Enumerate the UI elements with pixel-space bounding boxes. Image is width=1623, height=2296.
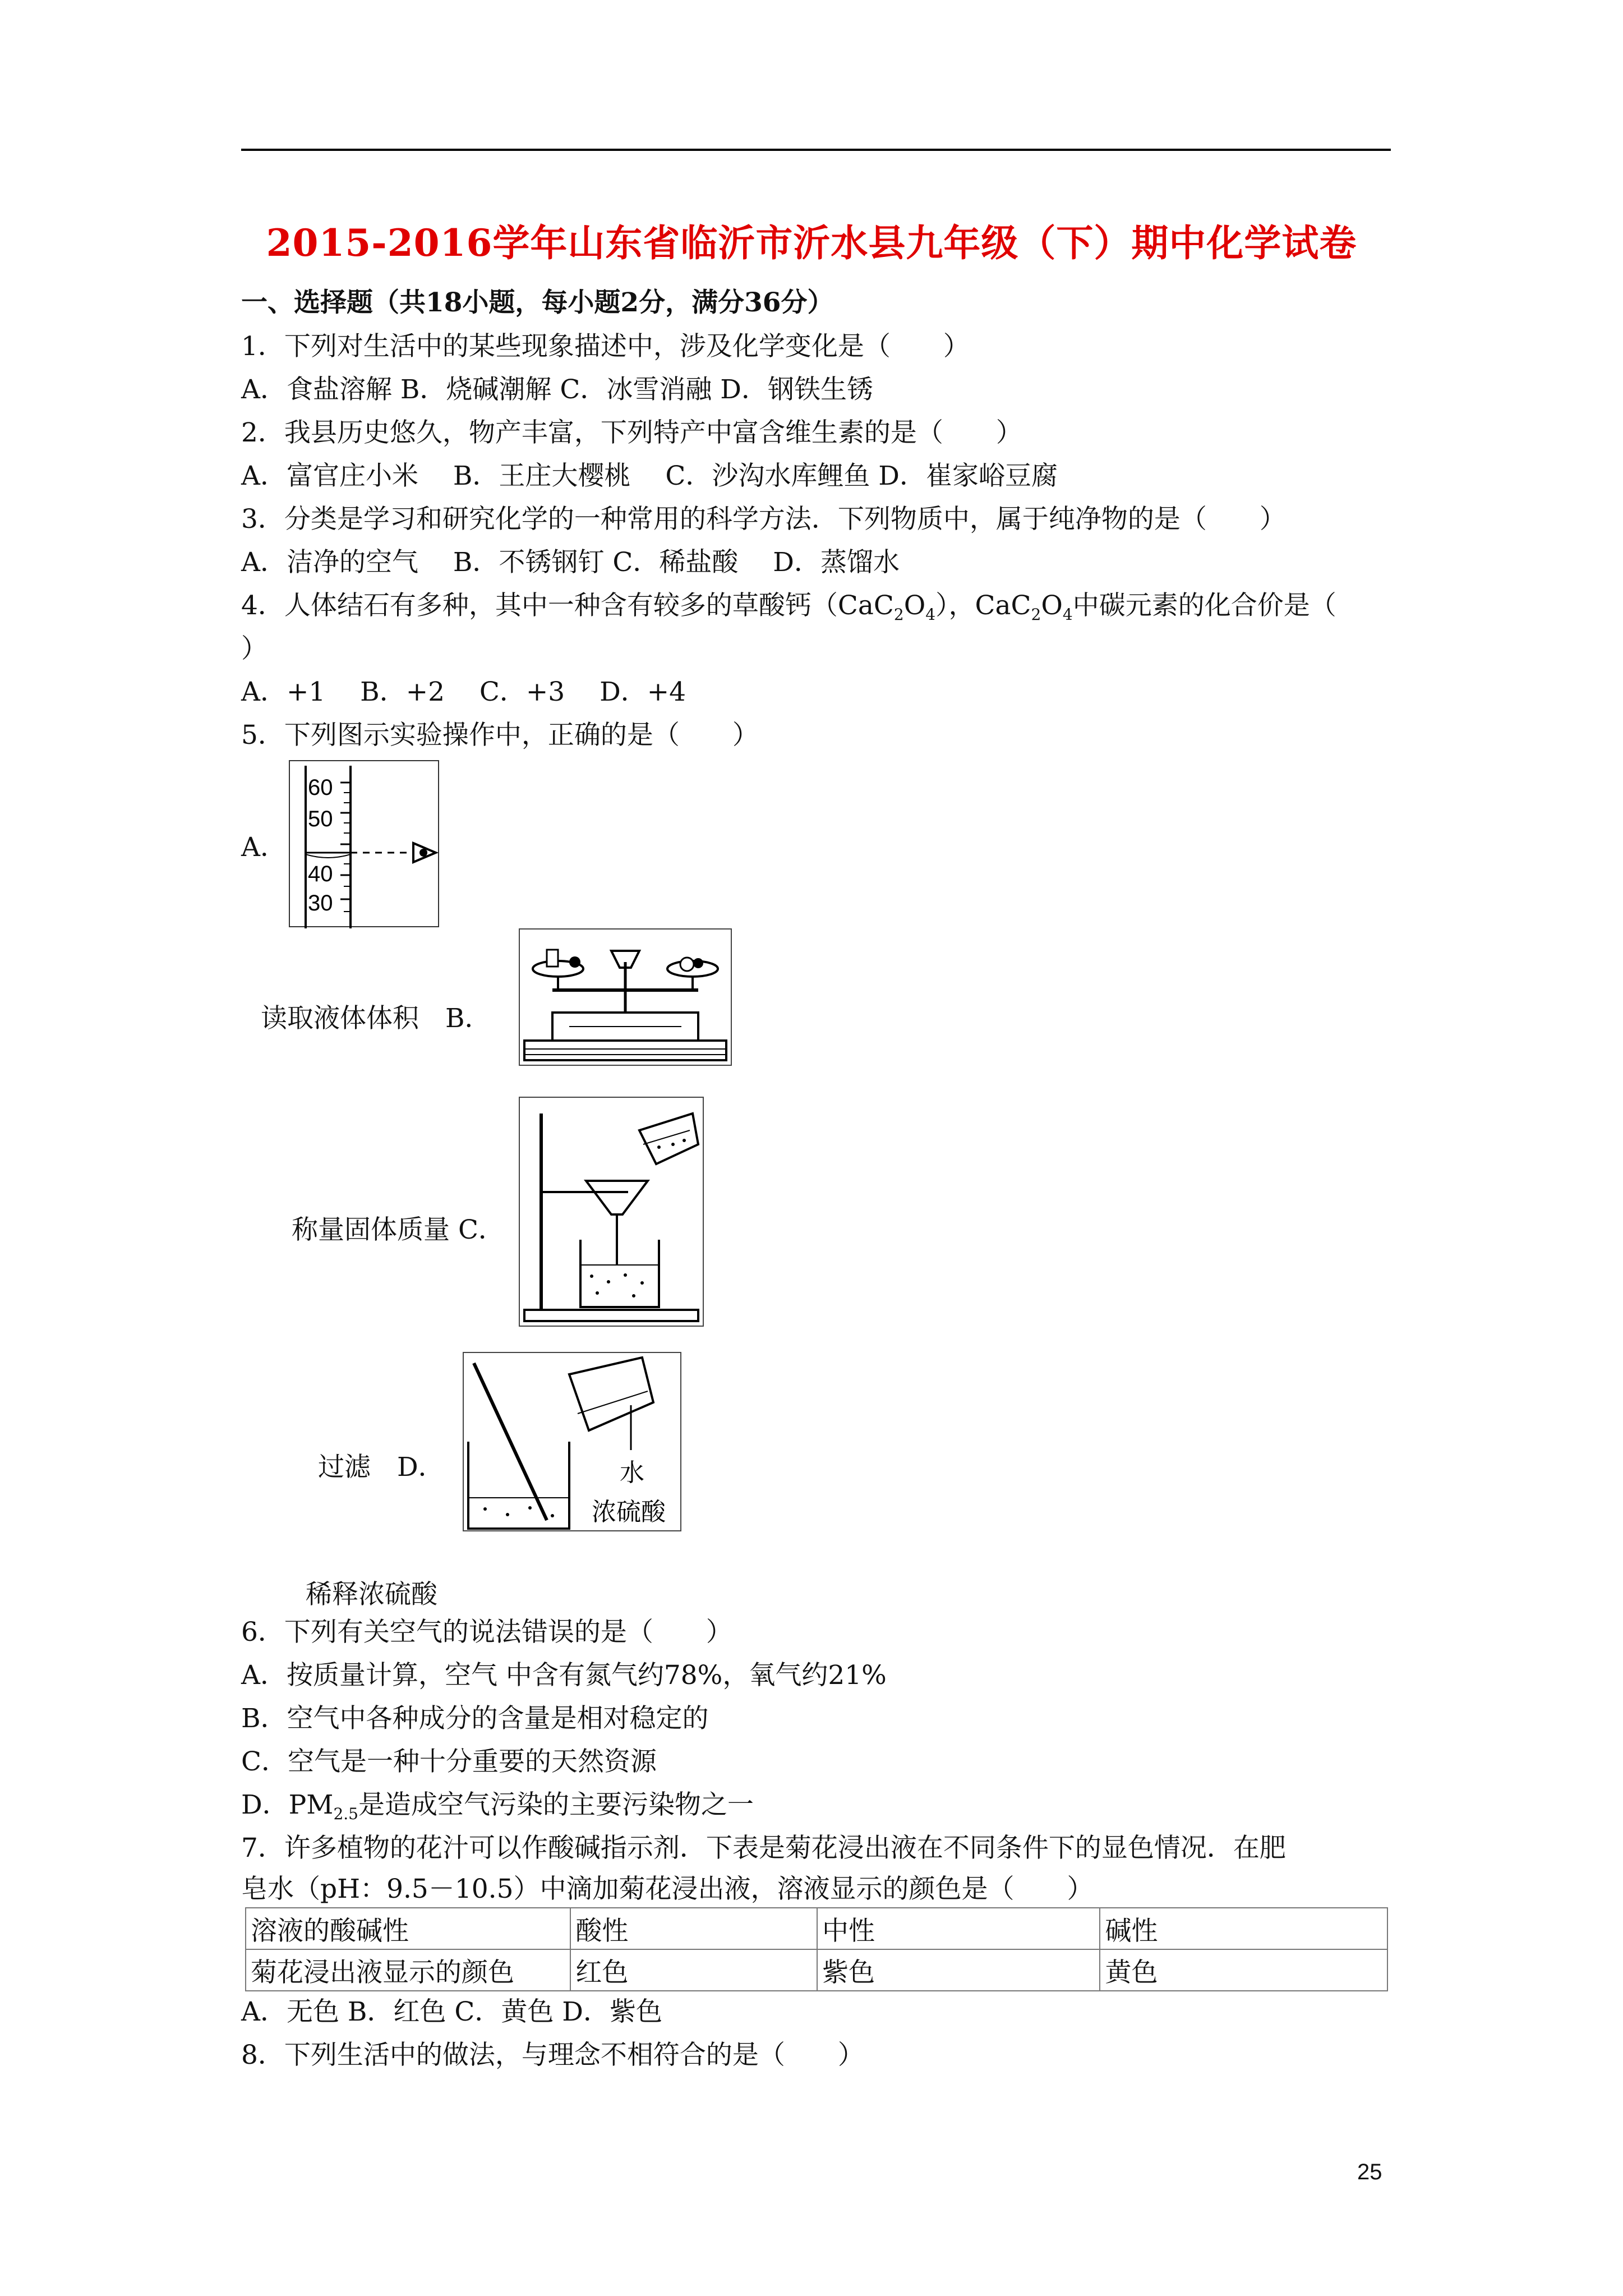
- figure-water-label: 水: [620, 1458, 644, 1487]
- cylinder-tick-40: 40: [308, 862, 333, 886]
- table-cell: 红色: [570, 1949, 817, 1991]
- table-cell: 紫色: [817, 1949, 1100, 1991]
- page-number: 25: [1357, 2160, 1382, 2184]
- figure-read-volume: [289, 760, 440, 928]
- q2-stem: 2．我县历史悠久，物产丰富，下列特产中富含维生素的是（ ）: [241, 417, 1022, 448]
- indicator-color-table: [245, 1907, 1388, 1991]
- q3-options: A．洁净的空气 B．不锈钢钉 C．稀盐酸 D．蒸馏水: [241, 547, 900, 578]
- table-cell: 碱性: [1100, 1908, 1387, 1949]
- header-rule: [241, 149, 1391, 151]
- q7-options: A．无色 B．红色 C．黄色 D．紫色: [241, 1996, 662, 2027]
- q5-stem: 5．下列图示实验操作中，正确的是（ ）: [241, 720, 759, 751]
- q6-option-c: C．空气是一种十分重要的天然资源: [241, 1746, 657, 1777]
- q6-option-a: A．按质量计算，空气 中含有氮气约78%，氧气约21%: [241, 1660, 887, 1691]
- q4-options: A．+1 B．+2 C．+3 D．+4: [241, 677, 686, 707]
- q7-stem-line1: 7．许多植物的花汁可以作酸碱指示剂．下表是菊花浸出液在不同条件下的显色情况．在肥: [241, 1833, 1286, 1864]
- figure-filtration: [519, 1097, 704, 1327]
- figure-dilute-acid: [463, 1352, 681, 1531]
- q5-caption-b-option-c: 称量固体质量 C．: [292, 1214, 505, 1245]
- table-row: [246, 1949, 1387, 1991]
- q5-caption-d: 稀释浓硫酸: [306, 1579, 437, 1610]
- table-cell: 黄色: [1100, 1949, 1387, 1991]
- q1-options: A．食盐溶解 B．烧碱潮解 C．冰雪消融 D．钢铁生锈: [241, 374, 873, 405]
- q6-stem: 6．下列有关空气的说法错误的是（ ）: [241, 1617, 732, 1648]
- table-cell: 酸性: [570, 1908, 817, 1949]
- table-cell: 菊花浸出液显示的颜色: [246, 1949, 570, 1991]
- q1-stem: 1．下列对生活中的某些现象描述中，涉及化学变化是（ ）: [241, 331, 970, 362]
- figure-acid-label: 浓硫酸: [592, 1498, 666, 1526]
- cylinder-tick-50: 50: [308, 807, 333, 831]
- q6-option-b: B．空气中各种成分的含量是相对稳定的: [241, 1703, 709, 1734]
- q3-stem: 3．分类是学习和研究化学的一种常用的科学方法．下列物质中，属于纯净物的是（ ）: [241, 504, 1286, 535]
- exam-title: 2015-2016学年山东省临沂市沂水县九年级（下）期中化学试卷: [266, 221, 1357, 265]
- q8-stem: 8．下列生活中的做法，与理念不相符合的是（ ）: [241, 2040, 864, 2070]
- table-row: [246, 1908, 1387, 1949]
- figure-balance: [519, 928, 732, 1066]
- cylinder-tick-30: 30: [308, 891, 333, 915]
- q4-stem-continued: ）: [241, 633, 268, 664]
- table-cell: 中性: [817, 1908, 1100, 1949]
- q7-stem-line2: 皂水（pH：9.5－10.5）中滴加菊花浸出液，溶液显示的颜色是（ ）: [241, 1874, 1094, 1904]
- q5-option-a-label: A．: [241, 832, 287, 863]
- q4-stem: 4．人体结石有多种，其中一种含有较多的草酸钙$(CaC_2O_4)$，$CaC_2O_4$中碳元素的化合价是（: [241, 590, 1336, 624]
- q2-options: A．富官庄小米 B．王庄大樱桃 C．沙沟水库鲤鱼 D．崔家峪豆腐: [241, 461, 1058, 491]
- cylinder-tick-60: 60: [308, 775, 333, 800]
- q6-option-d: D．$PM_{2.5}$是造成空气污染的主要污染物之一: [241, 1789, 754, 1823]
- table-cell: 溶液的酸碱性: [246, 1908, 570, 1949]
- q5-caption-a-option-b: 读取液体体积 B．: [261, 1003, 491, 1034]
- q5-caption-c-option-d: 过滤 D．: [318, 1452, 445, 1483]
- section-heading: 一、选择题（共18小题，每小题2分，满分36分）: [241, 287, 834, 318]
